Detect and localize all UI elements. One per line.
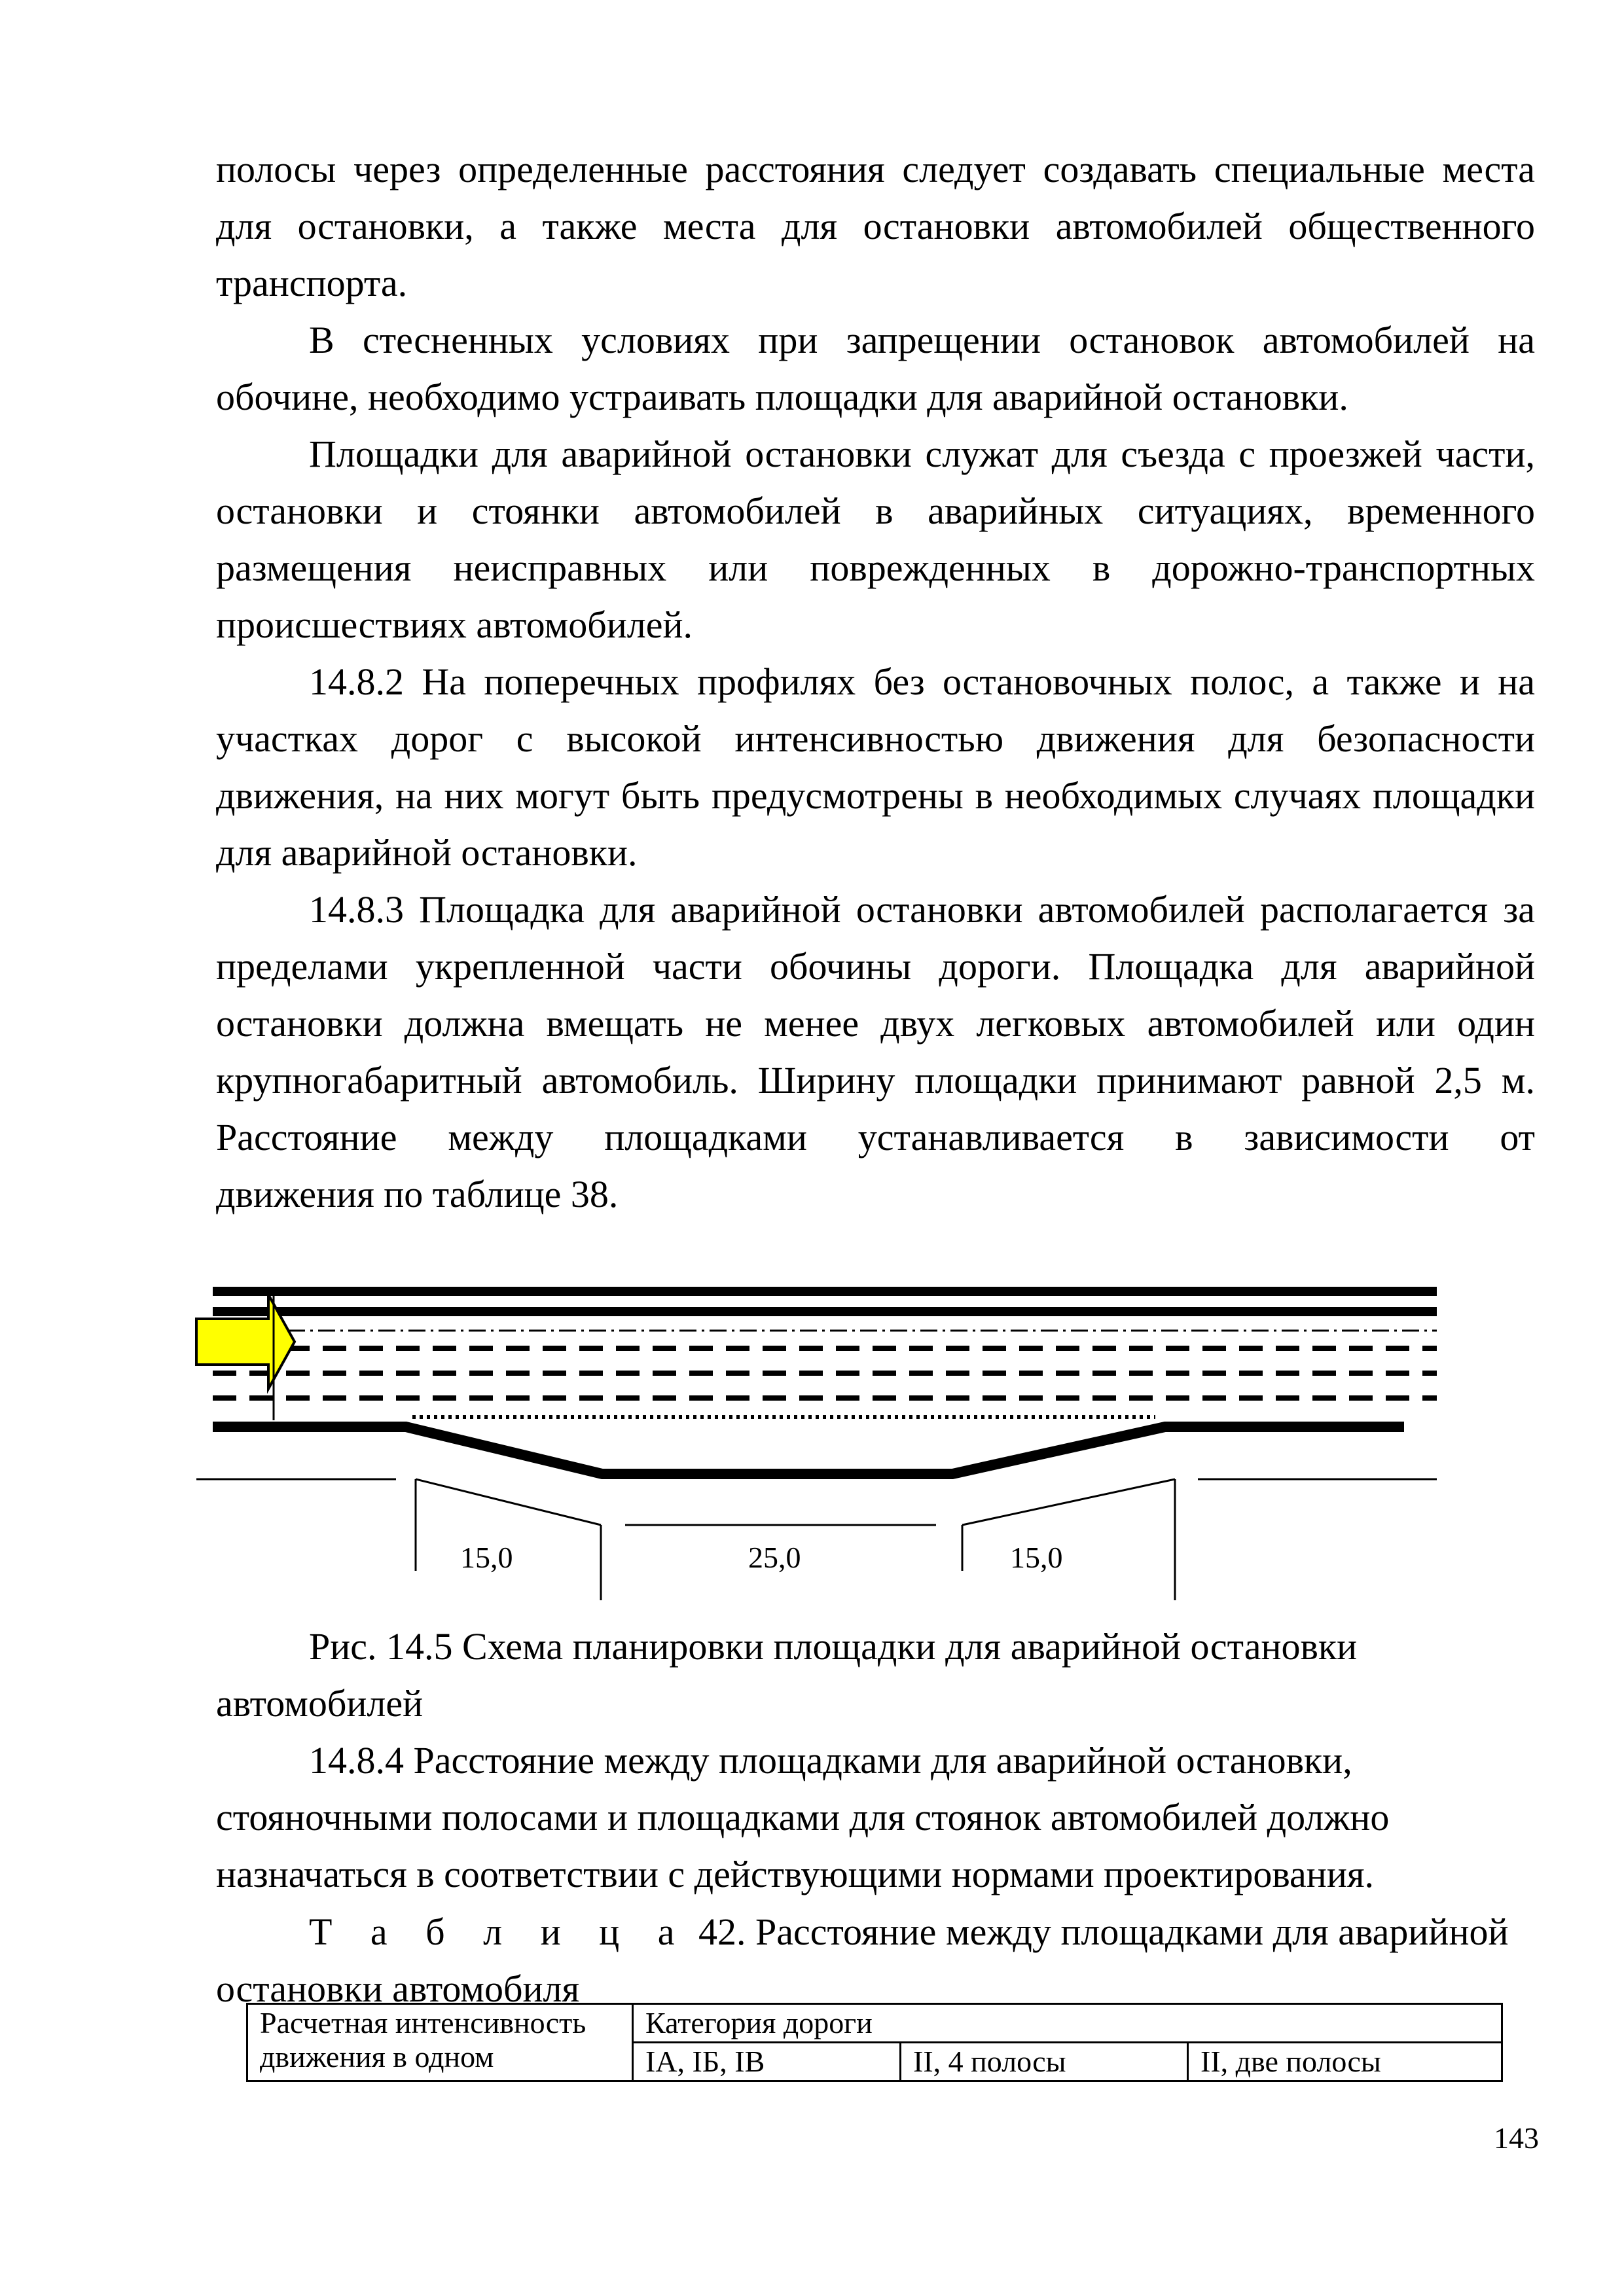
text-line: Площадки для аварийной остановки служат для съезда с проезжей части,: [309, 433, 1535, 475]
text-line: движения, на них могут быть предусмотрены в необходимых случаях площадки: [216, 774, 1535, 817]
text-line: крупногабаритный автомобиль. Ширину площадки принимают равной 2,5 м.: [216, 1059, 1535, 1102]
text-line: размещения неисправных или поврежденных в дорожно-транспортных: [216, 547, 1535, 589]
text-line: полосы через определенные расстояния следует создавать специальные места: [216, 148, 1535, 190]
dimension-line: [962, 1479, 1175, 1525]
table-header-cell: II, 4 полосы: [901, 2043, 1188, 2081]
text-line: пределами укрепленной части обочины дороги. Площадка для аварийной: [216, 945, 1535, 988]
table-header-cell: Категория дороги: [633, 2004, 1502, 2043]
dimension-line: [416, 1479, 601, 1525]
emergency-pad-outline: [213, 1427, 1404, 1474]
distance-table: [246, 2003, 1503, 2082]
text-line: В стесненных условиях при запрещении остановок автомобилей на: [309, 319, 1535, 361]
table-header-cell: [247, 2004, 633, 2081]
paragraph-5: [216, 881, 1535, 1223]
header-text: движения в одном: [260, 2040, 494, 2073]
text-line: Расстояние между площадками устанавливается в зависимости от: [216, 1116, 1535, 1158]
text-line: 14.8.3 Площадка для аварийной остановки автомобилей располагается за: [309, 888, 1535, 931]
table-title: [216, 1903, 1535, 2017]
table-header-cell: IA, IБ, IB: [633, 2043, 901, 2081]
table-row: [247, 2004, 1502, 2043]
text-line: транспорта.: [216, 262, 408, 304]
table-title-line: остановки автомобиля: [216, 1967, 580, 2010]
text-line: происшествиях автомобилей.: [216, 603, 693, 646]
dimension-label: 25,0: [748, 1541, 801, 1574]
paragraph-6: [216, 1732, 1535, 1903]
paragraph-1: [216, 141, 1535, 312]
figure-caption: [216, 1618, 1535, 1732]
table-header-cell: II, две полосы: [1188, 2043, 1502, 2081]
text-line: стояночными полосами и площадками для стоянок автомобилей должно: [216, 1796, 1390, 1839]
table-title-text: 42. Расстояние между площадками для аварийной: [689, 1910, 1509, 1953]
text-line: остановки должна вмещать не менее двух легковых автомобилей или один: [216, 1002, 1535, 1045]
text-line: 14.8.4 Расстояние между площадками для аварийной остановки,: [309, 1739, 1352, 1782]
text-line: назначаться в соответствии с действующими нормами проектирования.: [216, 1853, 1375, 1895]
text-line: 14.8.2 На поперечных профилях без остановочных полос, а также и на: [309, 660, 1535, 703]
text-line: участках дорог с высокой интенсивностью движения для безопасности: [216, 717, 1535, 760]
table-label: Т а б л и ц а: [309, 1910, 689, 1953]
dimension-label: 15,0: [1010, 1541, 1063, 1574]
page-number: 143: [1494, 2121, 1539, 2155]
text-line: движения по таблице 38.: [216, 1173, 619, 1215]
header-text: Расчетная интенсивность: [260, 2006, 586, 2039]
text-line: остановки и стоянки автомобилей в аварийных ситуациях, временного: [216, 490, 1535, 532]
caption-line: автомобилей: [216, 1682, 424, 1725]
text-line: для аварийной остановки.: [216, 831, 638, 874]
caption-line: Рис. 14.5 Схема планировки площадки для аварийной остановки: [309, 1625, 1358, 1668]
paragraph-2: [216, 312, 1535, 425]
emergency-stop-scheme-figure: [190, 1257, 1447, 1610]
text-line: обочине, необходимо устраивать площадки для аварийной остановки.: [216, 376, 1348, 418]
table-title-line: [216, 1903, 1535, 1960]
paragraph-4: [216, 653, 1535, 881]
text-line: для остановки, а также места для остановки автомобилей общественного: [216, 205, 1535, 247]
paragraph-3: [216, 425, 1535, 653]
scheme-svg: [190, 1257, 1447, 1610]
dimension-label: 15,0: [460, 1541, 513, 1574]
